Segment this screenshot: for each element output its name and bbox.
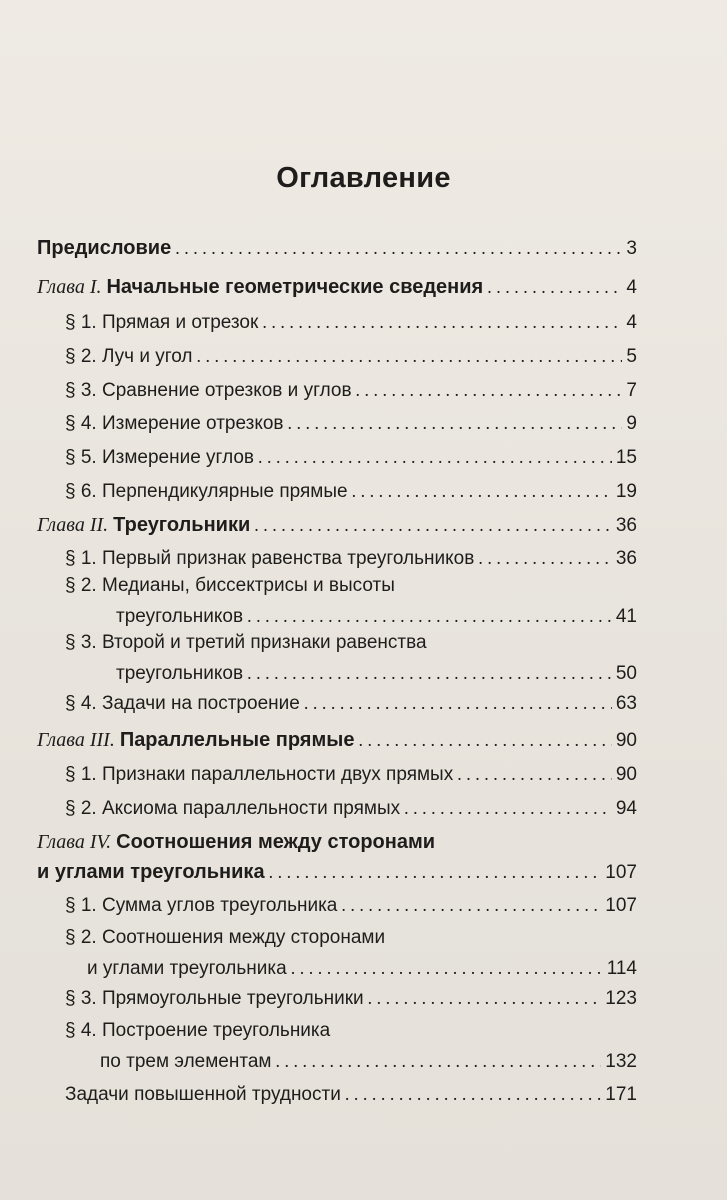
toc-chapter-2[interactable]: Глава II. Треугольники . . . 36: [37, 510, 637, 540]
toc-section[interactable]: [37, 341, 637, 371]
page-number: 15: [615, 447, 637, 468]
section-label-line2: и углами треугольника: [87, 958, 287, 979]
section-label: Задачи повышенной трудности: [65, 1084, 341, 1105]
toc-section[interactable]: [37, 983, 637, 1013]
page-number: 107: [605, 862, 637, 883]
section-label: § 3. Прямоугольные треугольники: [65, 988, 364, 1009]
chapter-title: Треугольники: [113, 514, 251, 536]
toc-section[interactable]: [37, 1016, 637, 1076]
section-label: § 1. Сумма углов треугольника: [65, 895, 338, 916]
page-number: 36: [615, 548, 637, 569]
page-number: 90: [615, 730, 637, 751]
page-number: 36: [615, 515, 637, 536]
dot-leader: [275, 1046, 601, 1076]
dot-leader: [262, 307, 622, 337]
toc-section[interactable]: [37, 375, 637, 405]
toc-section[interactable]: [37, 571, 637, 631]
section-label-line1: § 2. Медианы, биссектрисы и высоты: [65, 575, 395, 596]
chapter-title: Параллельные прямые: [119, 729, 355, 751]
page-number: 132: [605, 1051, 637, 1072]
section-label-line2: треугольников: [116, 663, 244, 684]
page-number: 94: [615, 798, 637, 819]
section-label: § 4. Задачи на построение: [65, 693, 300, 714]
dot-leader: [368, 983, 602, 1013]
chapter-title: Начальные геометрические сведения: [106, 276, 484, 298]
page-number: 114: [606, 958, 637, 979]
section-label: § 6. Перпендикулярные прямые: [65, 481, 348, 502]
section-label-line1: § 2. Соотношения между сторонами: [65, 927, 386, 948]
dot-leader: [304, 688, 612, 718]
toc-entry-label: Предисловие: [37, 237, 172, 259]
chapter-prefix: Глава I: [37, 276, 97, 298]
chapter-title-line1: Соотношения между сторонами: [116, 831, 436, 853]
page-number: 123: [605, 988, 637, 1009]
section-label-line2: по трем элементам: [100, 1051, 272, 1072]
chapter-prefix: Глава III: [37, 729, 110, 751]
toc-section[interactable]: [37, 890, 637, 920]
dot-leader: [247, 658, 612, 688]
toc-chapter-3[interactable]: Глава III. Параллельные прямые . . . 90: [37, 725, 637, 755]
dot-leader: [341, 890, 601, 920]
toc-section[interactable]: [37, 543, 637, 573]
page-number: 63: [615, 693, 637, 714]
section-label: § 1. Признаки параллельности двух прямых: [65, 764, 454, 785]
section-label: § 2. Луч и угол: [65, 346, 193, 367]
chapter-prefix: Глава IV: [37, 831, 107, 853]
toc-chapter-1[interactable]: Глава I. Начальные геометрические сведения . . . 4: [37, 272, 637, 302]
dot-leader: [247, 601, 612, 631]
dot-leader: [254, 510, 612, 540]
dot-leader: [457, 759, 612, 789]
toc-section[interactable]: [37, 793, 637, 823]
dot-leader: [345, 1079, 601, 1109]
page-number: 107: [605, 895, 637, 916]
toc-entry-preface[interactable]: [37, 233, 637, 263]
dot-leader: [258, 442, 612, 472]
page-number: 171: [605, 1084, 637, 1105]
page-number: 19: [615, 481, 637, 502]
page-number: 4: [626, 312, 637, 333]
toc-section[interactable]: [37, 476, 637, 506]
page-number: 9: [626, 413, 637, 434]
page-number: 7: [626, 380, 637, 401]
page-number: 50: [615, 663, 637, 684]
section-label: § 4. Измерение отрезков: [65, 413, 284, 434]
toc-section[interactable]: [37, 759, 637, 789]
toc-section[interactable]: [37, 923, 637, 983]
page-title: Оглавление: [276, 162, 451, 194]
section-label-line1: § 4. Построение треугольника: [65, 1020, 331, 1041]
section-label: § 1. Прямая и отрезок: [65, 312, 259, 333]
section-label: § 1. Первый признак равенства треугольников: [65, 548, 475, 569]
section-label: § 5. Измерение углов: [65, 447, 255, 468]
dot-leader: [352, 476, 612, 506]
page-number: 4: [626, 277, 637, 298]
dot-leader: [404, 793, 612, 823]
dot-leader: [358, 725, 611, 755]
dot-leader: [487, 272, 622, 302]
dot-leader: [175, 233, 622, 263]
toc-section[interactable]: [37, 688, 637, 718]
page-number: 90: [615, 764, 637, 785]
toc-section[interactable]: [37, 307, 637, 337]
dot-leader: [288, 408, 623, 438]
dot-leader: [478, 543, 612, 573]
page-number: 41: [615, 606, 637, 627]
dot-leader: [291, 953, 603, 983]
toc-chapter-4[interactable]: Глава IV. Соотношения между сторонами и углами треугольника . . . 107: [37, 827, 637, 887]
toc-section[interactable]: [37, 408, 637, 438]
chapter-title-line2: и углами треугольника: [37, 861, 265, 883]
page-number: 5: [626, 346, 637, 367]
toc-section[interactable]: [37, 628, 637, 688]
dot-leader: [356, 375, 623, 405]
section-label: § 3. Сравнение отрезков и углов: [65, 380, 352, 401]
section-label: § 2. Аксиома параллельности прямых: [65, 798, 401, 819]
page-number: 3: [626, 238, 637, 259]
toc-section[interactable]: [37, 442, 637, 472]
chapter-prefix: Глава II: [37, 514, 104, 536]
section-label-line2: треугольников: [116, 606, 244, 627]
section-label-line1: § 3. Второй и третий признаки равенства: [65, 632, 427, 653]
dot-leader: [196, 341, 622, 371]
toc-entry-hard-problems[interactable]: [37, 1079, 637, 1109]
dot-leader: [269, 857, 602, 887]
